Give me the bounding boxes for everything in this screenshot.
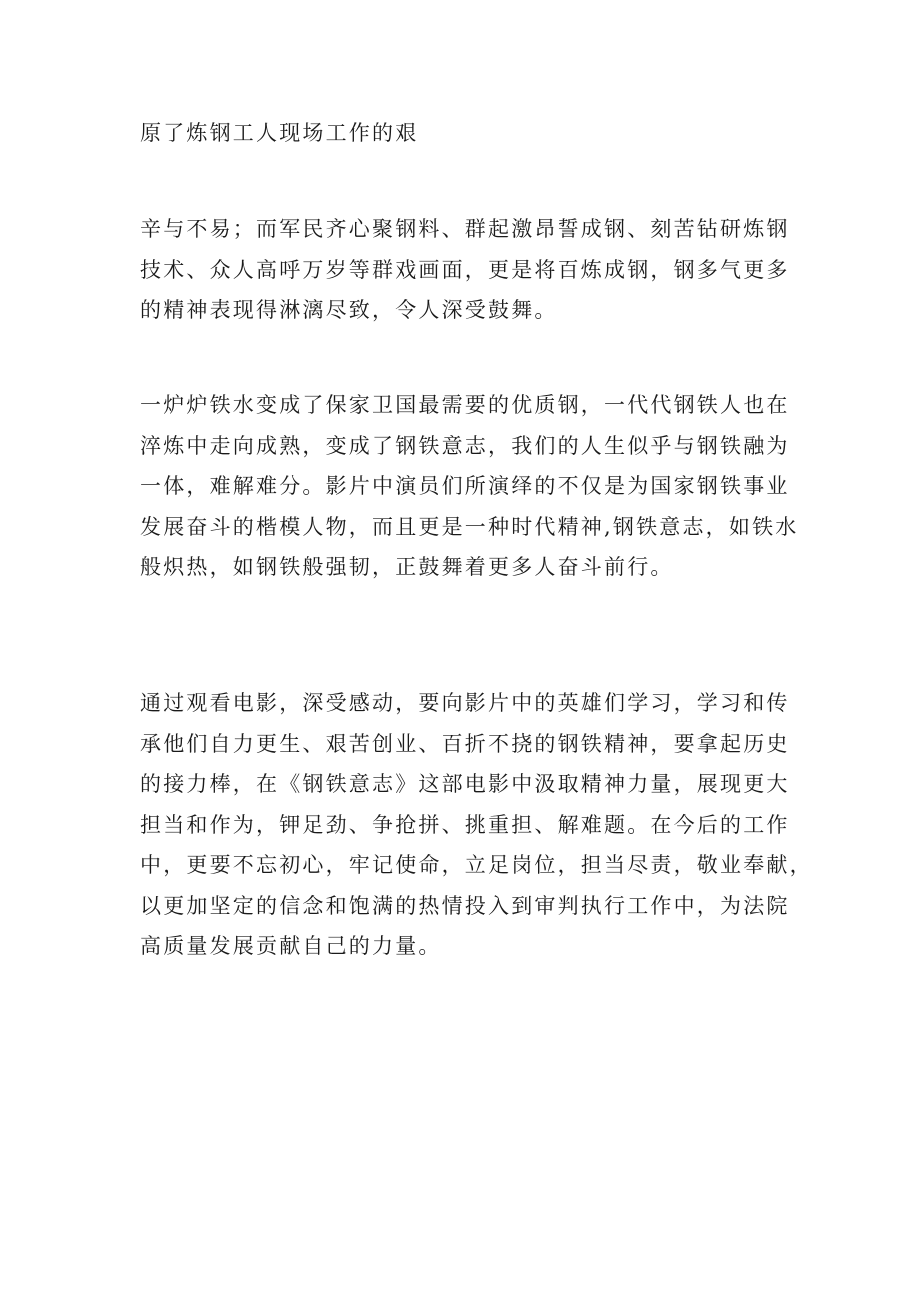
text-line: 一炉炉铁水变成了保家卫国最需要的优质钢，一代代钢铁人也在 bbox=[140, 393, 790, 417]
text-line: 承他们自力更生、艰苦创业、百折不挠的钢铁精神，要拿起历史 bbox=[140, 731, 790, 756]
text-line: 的精神表现得淋漓尽致，令人深受鼓舞。 bbox=[140, 298, 558, 322]
text-line: 技术、众人高呼万岁等群戏画面，更是将百炼成钢，钢多气更多 bbox=[140, 257, 790, 282]
text-line: 辛与不易；而军民齐心聚钢料、群起激昂誓成钢、刻苦钻研炼钢 bbox=[140, 217, 790, 241]
text-line: 中，更要不忘初心，牢记使命，立足岗位，担当尽责，敬业奉献， bbox=[140, 853, 813, 877]
text-line: 以更加坚定的信念和饱满的热情投入到审判执行工作中，为法院 bbox=[140, 893, 790, 918]
paragraph-3 bbox=[140, 385, 800, 588]
paragraph-4 bbox=[140, 683, 813, 967]
text-line: 一体，难解难分。影片中演员们所演绎的不仅是为国家钢铁事业 bbox=[140, 474, 790, 498]
text-line: 担当和作为，钾足劲、争抢拼、挑重担、解难题。在今后的工作 bbox=[140, 812, 790, 837]
text-line: 的接力棒，在《钢铁意志》这部电影中汲取精神力量，展现更大 bbox=[140, 772, 790, 796]
text-line: 般炽热，如钢铁般强韧，正鼓舞着更多人奋斗前行。 bbox=[140, 555, 674, 579]
paragraph-2 bbox=[140, 209, 800, 331]
text-line: 发展奋斗的楷模人物，而且更是一种时代精神,钢铁意志，如铁水 bbox=[140, 514, 799, 539]
text-line: 原了炼钢工人现场工作的艰 bbox=[140, 121, 419, 145]
text-line: 通过观看电影，深受感动，要向影片中的英雄们学习，学习和传 bbox=[140, 691, 790, 715]
text-line: 淬炼中走向成熟，变成了钢铁意志，我们的人生似乎与钢铁融为 bbox=[140, 433, 790, 458]
paragraph-1 bbox=[140, 113, 800, 154]
text-line: 高质量发展贡献自己的力量。 bbox=[140, 934, 442, 958]
